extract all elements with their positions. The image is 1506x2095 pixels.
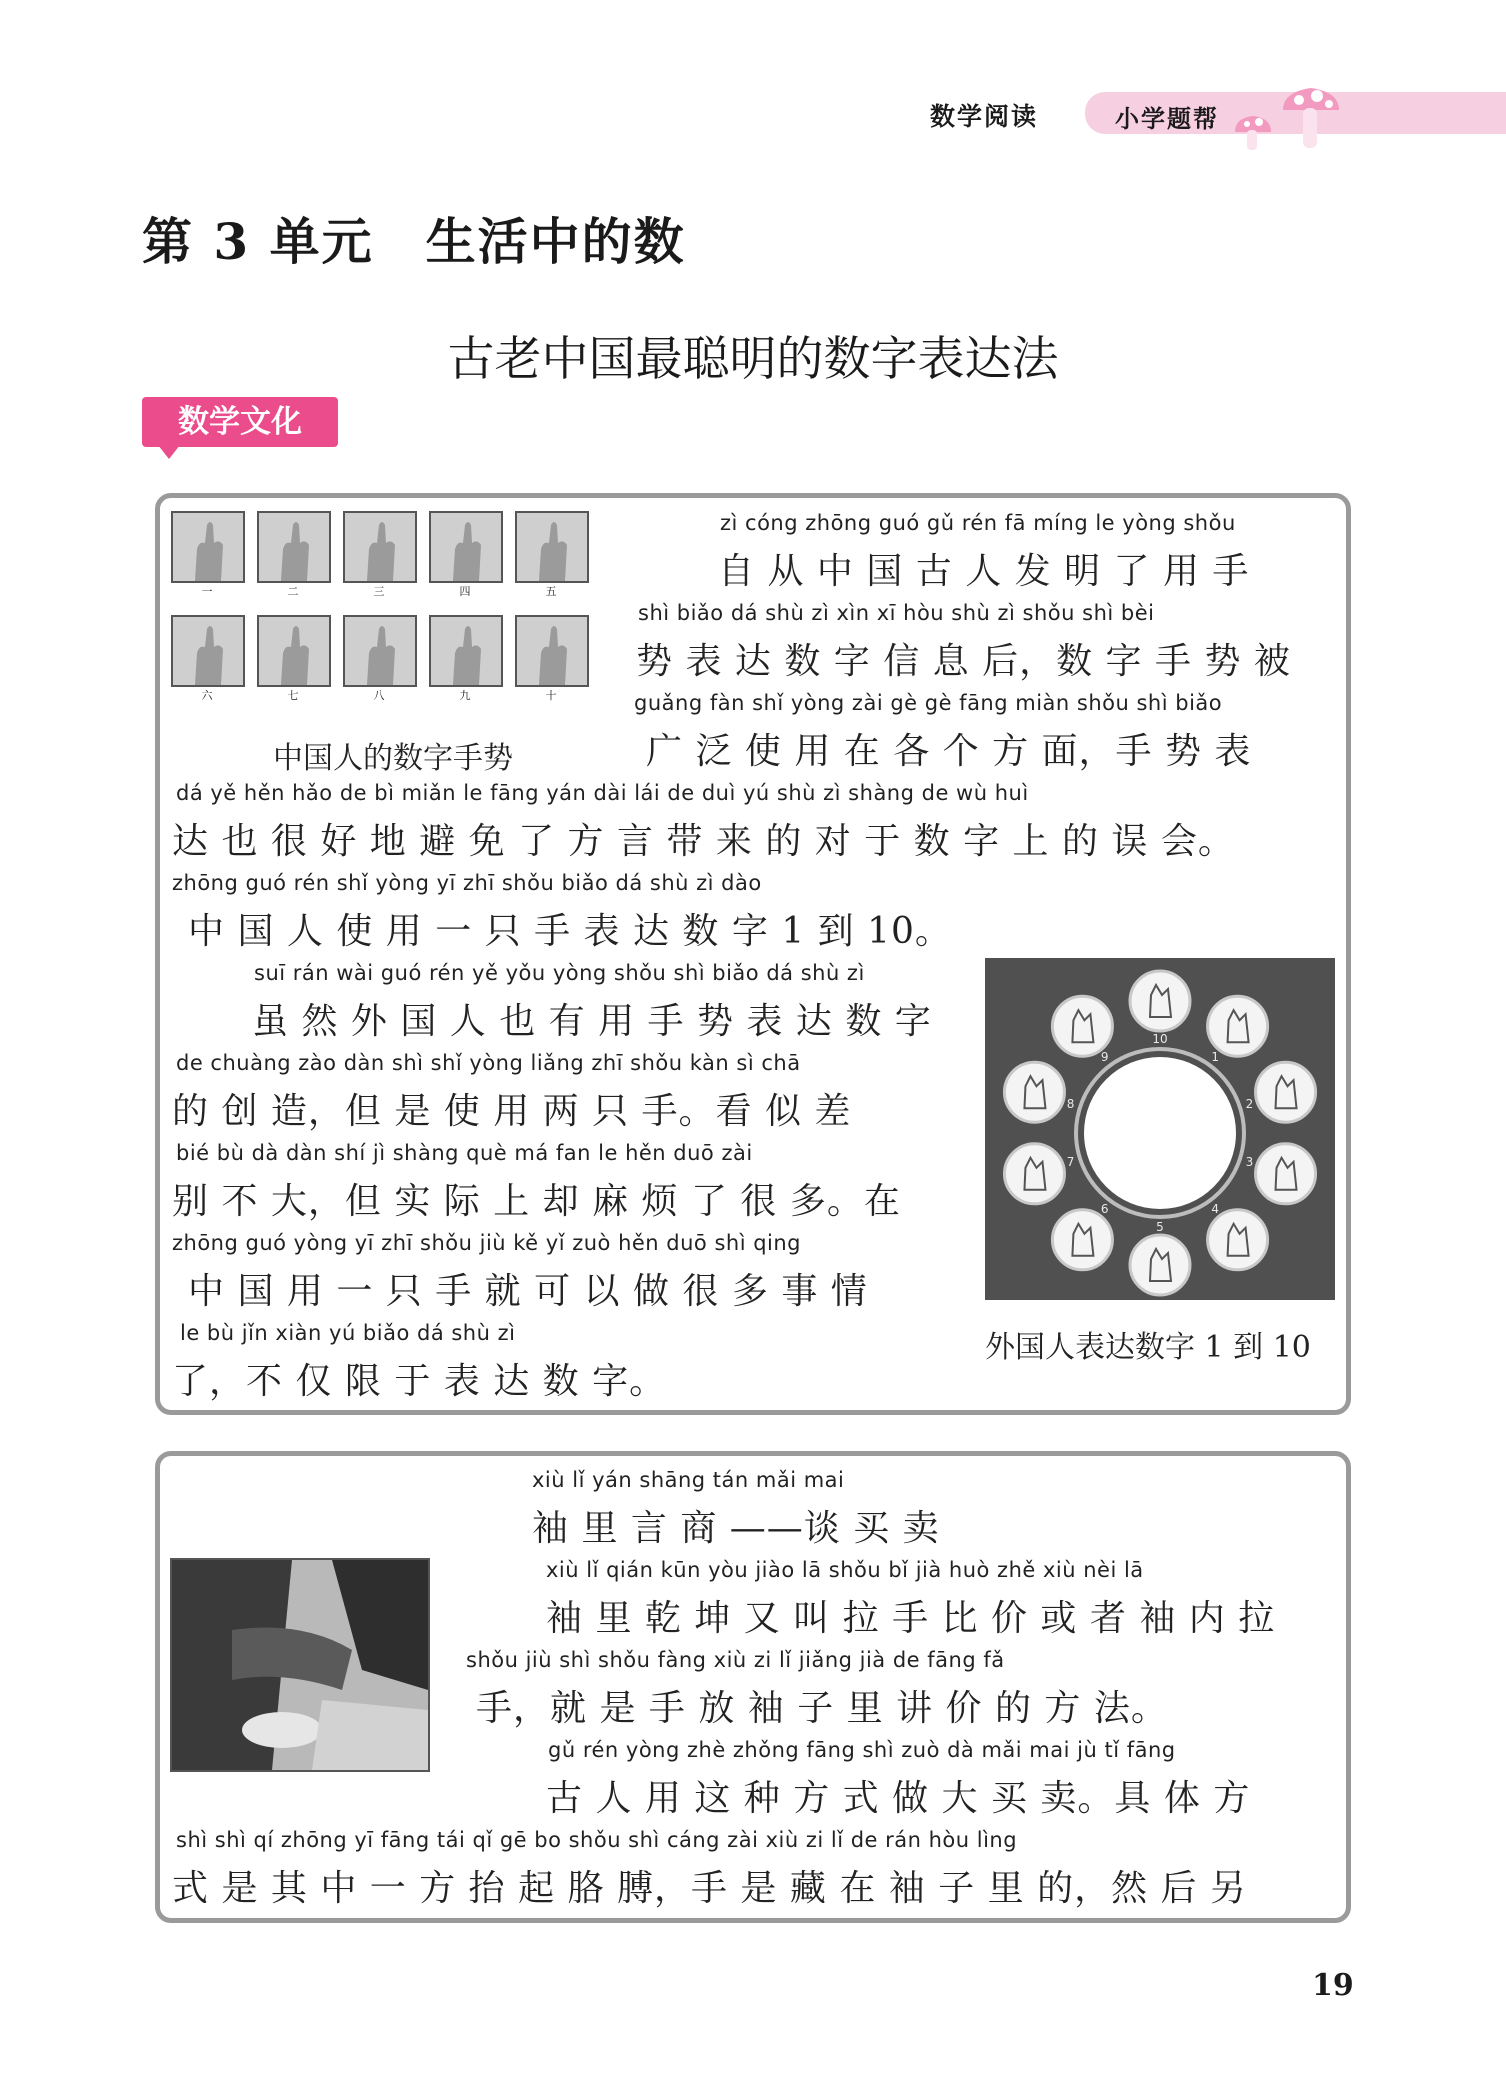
gesture-photo	[343, 615, 417, 703]
wheel-number-label: 8	[1066, 1096, 1075, 1111]
wheel-number-label: 6	[1100, 1202, 1109, 1217]
wheel-number-label: 9	[1100, 1049, 1109, 1064]
pinyin-line: de chuàng zào dàn shì shǐ yòng liǎng zhī shǒu kàn sì chā	[176, 1051, 801, 1075]
text-line: 袖 里 乾 坤 又 叫 拉 手 比 价 或 者 袖 内 拉	[546, 1598, 1276, 1639]
gesture-photo	[257, 511, 331, 599]
hand-gesture-circle	[1208, 1210, 1268, 1270]
sleeve-trade-photo	[170, 1558, 430, 1772]
pinyin-line: guǎng fàn shǐ yòng zài gè gè fāng miàn shǒu shì biǎo	[634, 691, 1223, 715]
section-tag-pointer	[158, 445, 180, 459]
pinyin-line: suī rán wài guó rén yě yǒu yòng shǒu shì biǎo dá shù zì	[254, 961, 865, 985]
text-line: 中 国 人 使 用 一 只 手 表 达 数 字 1 到 10。	[188, 911, 952, 952]
pinyin-line: le bù jǐn xiàn yú biǎo dá shù zì	[180, 1321, 516, 1345]
text-line: 古 人 用 这 种 方 式 做 大 买 卖。具 体 方	[546, 1778, 1251, 1819]
gesture-photo-label: 九	[459, 689, 471, 702]
wheel-number-label: 4	[1211, 1202, 1220, 1217]
pinyin-line: xiù lǐ qián kūn yòu jiào lā shǒu bǐ jià huò zhě xiù nèi lā	[546, 1558, 1144, 1582]
gesture-photo-label: 四	[459, 585, 471, 598]
wheel-number-label: 5	[1156, 1220, 1164, 1234]
hand-gesture-circle	[1004, 1062, 1064, 1122]
gesture-photo-label: 十	[545, 689, 557, 702]
unit-title: 第 3 单元 生活中的数	[142, 212, 686, 271]
pinyin-line: dá yě hěn hǎo de bì miǎn le fāng yán dài lái de duì yú shù zì shàng de wù huì	[176, 781, 1029, 805]
hand-gesture-circle	[1208, 996, 1268, 1056]
section-tag: 数学文化	[142, 397, 338, 447]
gesture-photo-label: 三	[373, 585, 385, 598]
hand-gesture-circle	[1052, 1210, 1112, 1270]
text-line: 虽 然 外 国 人 也 有 用 手 势 表 达 数 字	[252, 1001, 932, 1042]
wheel-number-label: 10	[1152, 1032, 1168, 1046]
text-line: 的 创 造，但 是 使 用 两 只 手。看 似 差	[172, 1091, 852, 1132]
gesture-photo-label: 七	[287, 689, 299, 702]
hand-gesture-circle	[1004, 1144, 1064, 1204]
text-line: 中 国 用 一 只 手 就 可 以 做 很 多 事 情	[188, 1271, 868, 1312]
gesture-photo	[171, 615, 245, 703]
gesture-photo-label: 二	[287, 585, 299, 598]
gesture-photo-label: 八	[373, 689, 385, 702]
gesture-photo-label: 五	[545, 585, 557, 598]
header-brand: 小学题帮	[1115, 104, 1219, 133]
gesture-photo	[429, 615, 503, 703]
gesture-photo	[257, 615, 331, 703]
wheel-number-label: 3	[1245, 1155, 1254, 1170]
gesture-photo	[515, 511, 589, 599]
text-line: 别 不 大，但 实 际 上 却 麻 烦 了 很 多。在	[172, 1181, 901, 1222]
text-line: 了，不 仅 限 于 表 达 数 字。	[172, 1361, 667, 1402]
subheading-line: 袖 里 言 商 ——谈 买 卖	[532, 1508, 940, 1549]
pinyin-line: shì shì qí zhōng yī fāng tái qǐ gē bo shǒu shì cáng zài xiù zi lǐ de rán hòu lìng	[176, 1828, 1018, 1852]
pinyin-line: shì biǎo dá shù zì xìn xī hòu shù zì shǒu shì bèi	[638, 601, 1155, 625]
pinyin-line: zhōng guó rén shǐ yòng yī zhī shǒu biǎo dá shù zì dào	[172, 871, 762, 895]
mushroom-icon	[1225, 52, 1345, 156]
wheel-number-label: 1	[1211, 1049, 1220, 1064]
hand-gesture-circle	[1130, 1235, 1190, 1295]
text-line: 势 表 达 数 字 信 息 后，数 字 手 势 被	[636, 641, 1291, 682]
pinyin-line: zhōng guó yòng yī zhī shǒu jiù kě yǐ zuò hěn duō shì qing	[172, 1231, 802, 1255]
wheel-number-label: 2	[1245, 1096, 1254, 1111]
text-line: 自 从 中 国 古 人 发 明 了 用 手	[718, 551, 1250, 592]
text-line: 广 泛 使 用 在 各 个 方 面，手 势 表	[646, 731, 1252, 772]
text-line: 手，就 是 手 放 袖 子 里 讲 价 的 方 法。	[476, 1688, 1168, 1729]
gesture-photo-label: 一	[201, 585, 213, 598]
text-line: 式 是 其 中 一 方 抬 起 胳 膊，手 是 藏 在 袖 子 里 的，然 后 另	[172, 1868, 1247, 1909]
pinyin-line: bié bù dà dàn shí jì shàng què má fan le hěn duō zài	[176, 1141, 753, 1165]
pinyin-line: zì cóng zhōng guó gǔ rén fā míng le yòng shǒu	[720, 511, 1236, 535]
foreign-gesture-wheel	[985, 958, 1335, 1300]
pinyin-line: gǔ rén yòng zhè zhǒng fāng shì zuò dà mǎi mai jù tǐ fāng	[548, 1738, 1176, 1762]
article-title: 古老中国最聪明的数字表达法	[447, 332, 1059, 387]
gesture-photo	[171, 511, 245, 599]
hand-gesture-circle	[1256, 1062, 1316, 1122]
gesture-photo-caption: 中国人的数字手势	[273, 741, 513, 776]
hand-gesture-circle	[1130, 971, 1190, 1031]
header-section-label: 数学阅读	[930, 102, 1039, 131]
pinyin-line: xiù lǐ yán shāng tán mǎi mai	[532, 1468, 845, 1492]
gesture-photo-label: 六	[201, 689, 213, 702]
wheel-caption: 外国人表达数字 1 到 10	[985, 1330, 1311, 1365]
hand-gesture-circle	[1256, 1144, 1316, 1204]
text-line: 达 也 很 好 地 避 免 了 方 言 带 来 的 对 于 数 字 上 的 误 会。	[172, 821, 1235, 862]
gesture-photo	[515, 615, 589, 703]
gesture-photo	[429, 511, 503, 599]
pinyin-line: shǒu jiù shì shǒu fàng xiù zi lǐ jiǎng jià de fāng fǎ	[466, 1648, 1005, 1672]
gesture-photo	[343, 511, 417, 599]
page-number: 19	[1312, 1968, 1354, 2003]
wheel-number-label: 7	[1066, 1155, 1075, 1170]
gesture-photo-grid	[171, 511, 591, 711]
hand-gesture-circle	[1052, 996, 1112, 1056]
